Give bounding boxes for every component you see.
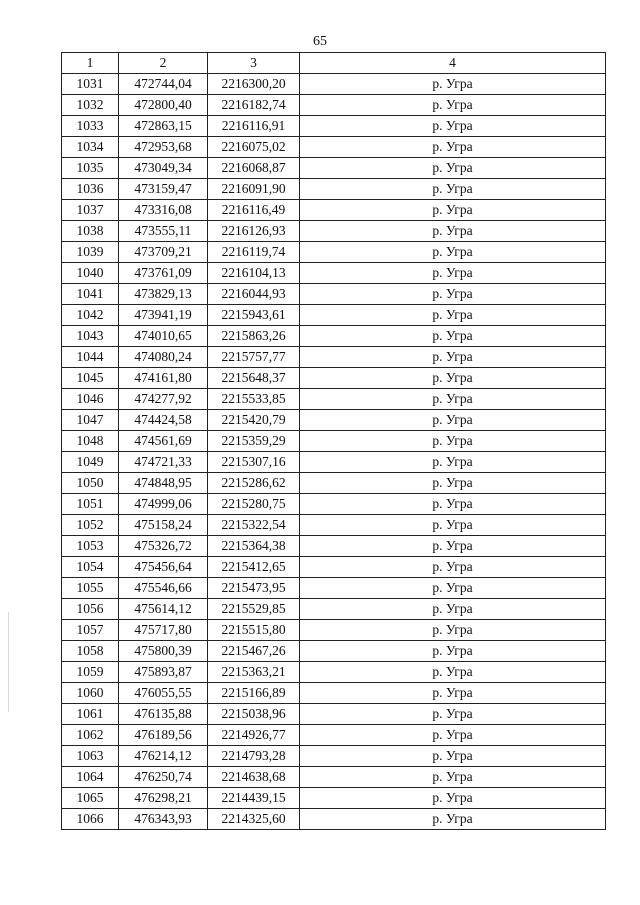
x-coordinate-cell: 474161,80	[119, 368, 208, 389]
point-number-cell: 1041	[62, 284, 119, 305]
point-number-cell: 1056	[62, 599, 119, 620]
coordinates-table	[61, 52, 606, 830]
table-row	[62, 452, 606, 473]
y-coordinate-cell: 2215533,85	[208, 389, 300, 410]
description-cell: р. Угра	[300, 536, 606, 557]
description-cell: р. Угра	[300, 704, 606, 725]
y-coordinate-cell: 2215943,61	[208, 305, 300, 326]
x-coordinate-cell: 474848,95	[119, 473, 208, 494]
point-number-cell: 1034	[62, 137, 119, 158]
table-row	[62, 305, 606, 326]
x-coordinate-cell: 474561,69	[119, 431, 208, 452]
y-coordinate-cell: 2216126,93	[208, 221, 300, 242]
y-coordinate-cell: 2215467,26	[208, 641, 300, 662]
y-coordinate-cell: 2215038,96	[208, 704, 300, 725]
table-header-row	[62, 53, 606, 74]
description-cell: р. Угра	[300, 179, 606, 200]
y-coordinate-cell: 2216075,02	[208, 137, 300, 158]
x-coordinate-cell: 473555,11	[119, 221, 208, 242]
y-coordinate-cell: 2215166,89	[208, 683, 300, 704]
x-coordinate-cell: 476189,56	[119, 725, 208, 746]
description-cell: р. Угра	[300, 74, 606, 95]
point-number-cell: 1059	[62, 662, 119, 683]
point-number-cell: 1063	[62, 746, 119, 767]
point-number-cell: 1061	[62, 704, 119, 725]
point-number-cell: 1048	[62, 431, 119, 452]
point-number-cell: 1033	[62, 116, 119, 137]
table-row	[62, 263, 606, 284]
y-coordinate-cell: 2215359,29	[208, 431, 300, 452]
description-cell: р. Угра	[300, 452, 606, 473]
point-number-cell: 1046	[62, 389, 119, 410]
y-coordinate-cell: 2216116,49	[208, 200, 300, 221]
description-cell: р. Угра	[300, 200, 606, 221]
table-row	[62, 389, 606, 410]
x-coordinate-cell: 473316,08	[119, 200, 208, 221]
description-cell: р. Угра	[300, 305, 606, 326]
description-cell: р. Угра	[300, 662, 606, 683]
point-number-cell: 1045	[62, 368, 119, 389]
x-coordinate-cell: 476055,55	[119, 683, 208, 704]
table-row	[62, 515, 606, 536]
y-coordinate-cell: 2215648,37	[208, 368, 300, 389]
table-body	[62, 74, 606, 830]
x-coordinate-cell: 473761,09	[119, 263, 208, 284]
y-coordinate-cell: 2214793,28	[208, 746, 300, 767]
table-row	[62, 641, 606, 662]
description-cell: р. Угра	[300, 347, 606, 368]
table-row	[62, 200, 606, 221]
x-coordinate-cell: 472744,04	[119, 74, 208, 95]
point-number-cell: 1053	[62, 536, 119, 557]
table-row	[62, 137, 606, 158]
y-coordinate-cell: 2214638,68	[208, 767, 300, 788]
x-coordinate-cell: 474010,65	[119, 326, 208, 347]
y-coordinate-cell: 2215863,26	[208, 326, 300, 347]
y-coordinate-cell: 2216044,93	[208, 284, 300, 305]
x-coordinate-cell: 475893,87	[119, 662, 208, 683]
x-coordinate-cell: 474999,06	[119, 494, 208, 515]
point-number-cell: 1036	[62, 179, 119, 200]
description-cell: р. Угра	[300, 389, 606, 410]
description-cell: р. Угра	[300, 515, 606, 536]
x-coordinate-cell: 476298,21	[119, 788, 208, 809]
x-coordinate-cell: 473049,34	[119, 158, 208, 179]
table-row	[62, 473, 606, 494]
y-coordinate-cell: 2215529,85	[208, 599, 300, 620]
y-coordinate-cell: 2216182,74	[208, 95, 300, 116]
point-number-cell: 1058	[62, 641, 119, 662]
table-row	[62, 158, 606, 179]
x-coordinate-cell: 472863,15	[119, 116, 208, 137]
description-cell: р. Угра	[300, 116, 606, 137]
table-row	[62, 809, 606, 830]
description-cell: р. Угра	[300, 137, 606, 158]
description-cell: р. Угра	[300, 368, 606, 389]
x-coordinate-cell: 474080,24	[119, 347, 208, 368]
table-row	[62, 578, 606, 599]
table-row	[62, 179, 606, 200]
description-cell: р. Угра	[300, 599, 606, 620]
table-row	[62, 326, 606, 347]
description-cell: р. Угра	[300, 494, 606, 515]
x-coordinate-cell: 474277,92	[119, 389, 208, 410]
point-number-cell: 1052	[62, 515, 119, 536]
y-coordinate-cell: 2215757,77	[208, 347, 300, 368]
description-cell: р. Угра	[300, 431, 606, 452]
description-cell: р. Угра	[300, 221, 606, 242]
x-coordinate-cell: 472800,40	[119, 95, 208, 116]
x-coordinate-cell: 472953,68	[119, 137, 208, 158]
y-coordinate-cell: 2216300,20	[208, 74, 300, 95]
scan-margin-line	[8, 612, 9, 712]
table-row	[62, 431, 606, 452]
table-row	[62, 284, 606, 305]
point-number-cell: 1038	[62, 221, 119, 242]
x-coordinate-cell: 473829,13	[119, 284, 208, 305]
x-coordinate-cell: 476214,12	[119, 746, 208, 767]
point-number-cell: 1035	[62, 158, 119, 179]
description-cell: р. Угра	[300, 578, 606, 599]
point-number-cell: 1031	[62, 74, 119, 95]
y-coordinate-cell: 2215473,95	[208, 578, 300, 599]
description-cell: р. Угра	[300, 242, 606, 263]
y-coordinate-cell: 2214325,60	[208, 809, 300, 830]
y-coordinate-cell: 2216119,74	[208, 242, 300, 263]
x-coordinate-cell: 475158,24	[119, 515, 208, 536]
y-coordinate-cell: 2215307,16	[208, 452, 300, 473]
column-header-2: 2	[119, 53, 208, 74]
description-cell: р. Угра	[300, 620, 606, 641]
y-coordinate-cell: 2216068,87	[208, 158, 300, 179]
table-row	[62, 536, 606, 557]
y-coordinate-cell: 2216116,91	[208, 116, 300, 137]
x-coordinate-cell: 475546,66	[119, 578, 208, 599]
description-cell: р. Угра	[300, 410, 606, 431]
table-row	[62, 599, 606, 620]
point-number-cell: 1037	[62, 200, 119, 221]
x-coordinate-cell: 474424,58	[119, 410, 208, 431]
y-coordinate-cell: 2215322,54	[208, 515, 300, 536]
table-row	[62, 704, 606, 725]
point-number-cell: 1055	[62, 578, 119, 599]
y-coordinate-cell: 2215412,65	[208, 557, 300, 578]
description-cell: р. Угра	[300, 746, 606, 767]
point-number-cell: 1051	[62, 494, 119, 515]
point-number-cell: 1060	[62, 683, 119, 704]
point-number-cell: 1040	[62, 263, 119, 284]
table-row	[62, 767, 606, 788]
table-row	[62, 368, 606, 389]
column-header-3: 3	[208, 53, 300, 74]
description-cell: р. Угра	[300, 725, 606, 746]
x-coordinate-cell: 476135,88	[119, 704, 208, 725]
x-coordinate-cell: 474721,33	[119, 452, 208, 473]
x-coordinate-cell: 475456,64	[119, 557, 208, 578]
point-number-cell: 1047	[62, 410, 119, 431]
table-row	[62, 116, 606, 137]
description-cell: р. Угра	[300, 641, 606, 662]
y-coordinate-cell: 2215515,80	[208, 620, 300, 641]
description-cell: р. Угра	[300, 557, 606, 578]
description-cell: р. Угра	[300, 263, 606, 284]
description-cell: р. Угра	[300, 473, 606, 494]
description-cell: р. Угра	[300, 326, 606, 347]
y-coordinate-cell: 2214439,15	[208, 788, 300, 809]
y-coordinate-cell: 2216091,90	[208, 179, 300, 200]
table-row	[62, 74, 606, 95]
point-number-cell: 1065	[62, 788, 119, 809]
point-number-cell: 1042	[62, 305, 119, 326]
column-header-4: 4	[300, 53, 606, 74]
table-row	[62, 347, 606, 368]
description-cell: р. Угра	[300, 767, 606, 788]
point-number-cell: 1043	[62, 326, 119, 347]
table-row	[62, 410, 606, 431]
table-row	[62, 242, 606, 263]
x-coordinate-cell: 473159,47	[119, 179, 208, 200]
description-cell: р. Угра	[300, 809, 606, 830]
table-row	[62, 683, 606, 704]
table-row	[62, 746, 606, 767]
point-number-cell: 1050	[62, 473, 119, 494]
table-row	[62, 557, 606, 578]
point-number-cell: 1066	[62, 809, 119, 830]
point-number-cell: 1044	[62, 347, 119, 368]
table-row	[62, 494, 606, 515]
description-cell: р. Угра	[300, 95, 606, 116]
y-coordinate-cell: 2216104,13	[208, 263, 300, 284]
point-number-cell: 1049	[62, 452, 119, 473]
y-coordinate-cell: 2215420,79	[208, 410, 300, 431]
y-coordinate-cell: 2215363,21	[208, 662, 300, 683]
table-row	[62, 788, 606, 809]
x-coordinate-cell: 475800,39	[119, 641, 208, 662]
x-coordinate-cell: 473941,19	[119, 305, 208, 326]
point-number-cell: 1064	[62, 767, 119, 788]
table-row	[62, 221, 606, 242]
y-coordinate-cell: 2215364,38	[208, 536, 300, 557]
description-cell: р. Угра	[300, 158, 606, 179]
y-coordinate-cell: 2215286,62	[208, 473, 300, 494]
point-number-cell: 1062	[62, 725, 119, 746]
description-cell: р. Угра	[300, 683, 606, 704]
description-cell: р. Угра	[300, 284, 606, 305]
table-row	[62, 620, 606, 641]
x-coordinate-cell: 476250,74	[119, 767, 208, 788]
table-row	[62, 725, 606, 746]
description-cell: р. Угра	[300, 788, 606, 809]
y-coordinate-cell: 2214926,77	[208, 725, 300, 746]
point-number-cell: 1054	[62, 557, 119, 578]
x-coordinate-cell: 475326,72	[119, 536, 208, 557]
x-coordinate-cell: 475614,12	[119, 599, 208, 620]
page-number: 65	[313, 34, 327, 49]
table-row	[62, 95, 606, 116]
table-row	[62, 662, 606, 683]
point-number-cell: 1039	[62, 242, 119, 263]
x-coordinate-cell: 473709,21	[119, 242, 208, 263]
x-coordinate-cell: 475717,80	[119, 620, 208, 641]
column-header-1: 1	[62, 53, 119, 74]
point-number-cell: 1032	[62, 95, 119, 116]
x-coordinate-cell: 476343,93	[119, 809, 208, 830]
point-number-cell: 1057	[62, 620, 119, 641]
y-coordinate-cell: 2215280,75	[208, 494, 300, 515]
